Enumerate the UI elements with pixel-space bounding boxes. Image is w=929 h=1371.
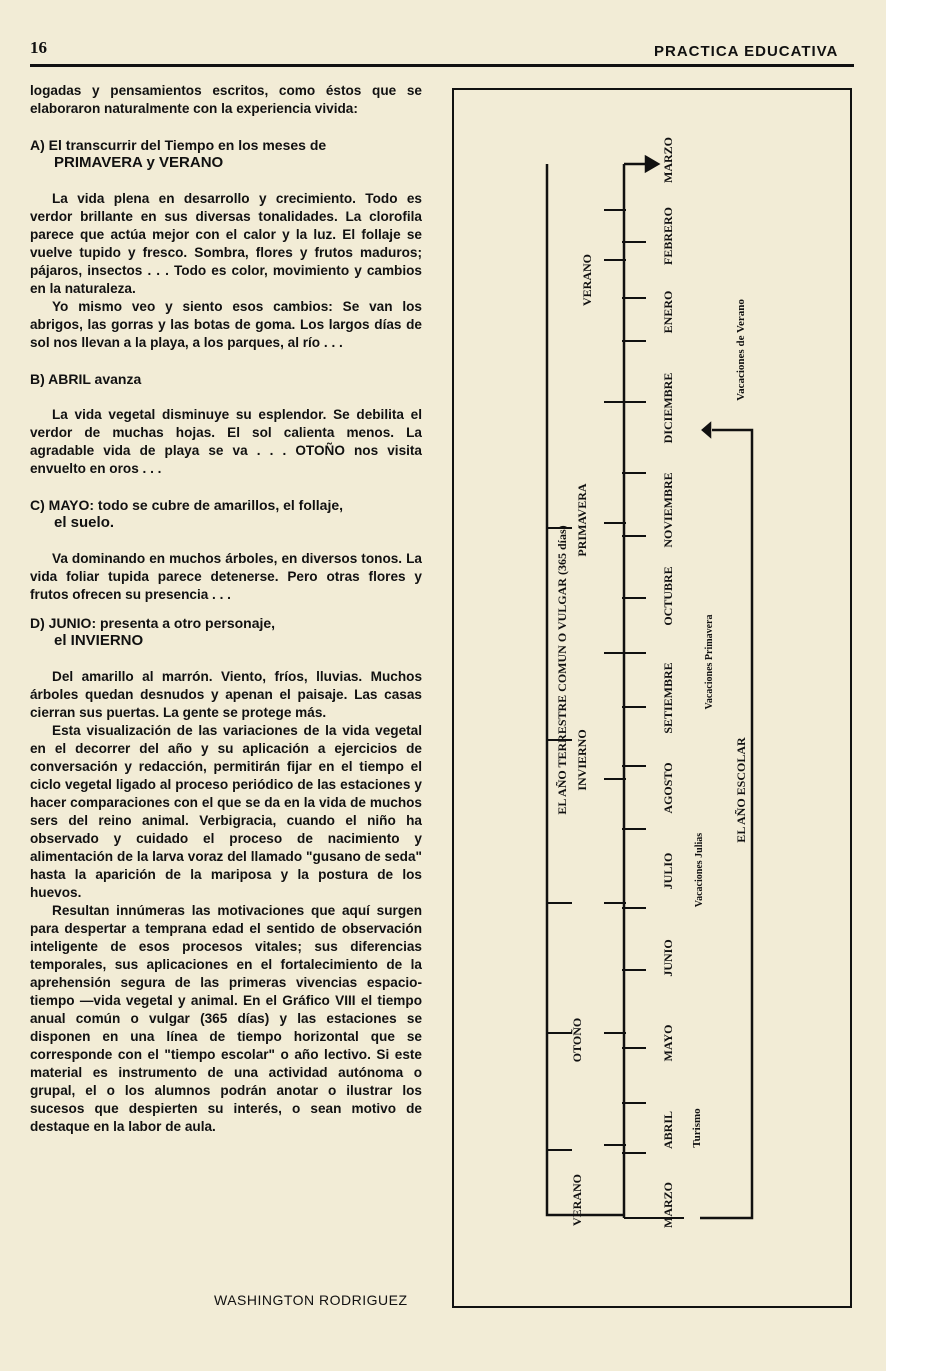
section-c-heading bbox=[30, 496, 422, 532]
header-rule bbox=[30, 64, 854, 67]
author-signature: WASHINGTON RODRIGUEZ bbox=[214, 1292, 408, 1308]
month-label-3: JUNIO bbox=[661, 939, 675, 977]
section-b-heading: B) ABRIL avanza bbox=[30, 371, 142, 387]
running-title: PRACTICA EDUCATIVA bbox=[654, 43, 839, 60]
section-a-subtitle: PRIMAVERA y VERANO bbox=[54, 154, 224, 171]
month-label-10: ENERO bbox=[661, 290, 675, 334]
month-label-12: MARZO bbox=[661, 137, 675, 183]
month-label-2: MAYO bbox=[661, 1024, 675, 1062]
school-arrow bbox=[703, 424, 710, 436]
month-label-6: SETIEMBRE bbox=[661, 662, 675, 734]
month-label-7: OCTUBRE bbox=[661, 566, 675, 626]
month-label-8: NOVIEMBRE bbox=[661, 472, 675, 548]
section-a-paragraph-2: Yo mismo veo y siento esos cambios: Se van los abrigos, las gorras y las botas de goma. Los largos días de sol nos llevan a la playa, a los parques, al río . . . bbox=[30, 299, 422, 350]
month-label-0: MARZO bbox=[661, 1182, 675, 1228]
article-column bbox=[30, 82, 422, 1136]
section-a-title: A) El transcurrir del Tiempo en los meses de bbox=[30, 137, 327, 153]
section-d-paragraph-3: Resultan innúmeras las motivaciones que aquí surgen para despertar a temprana edad el sentido de observación inteligente de esos procesos vitales; sus diferencias temporales, sus aplicaciones en el fortalecimiento de la aprehensión segura de las primeras vivencias espacio-tiempo —vida vegetal y animal. En el Gráfico VIII el tiempo anual común o vulgar (365 días) y las estaciones se disponen en una línea de tiempo horizontal que se corresponde con el "tiempo escolar" o año lectivo. Si este material es instrumento de una actividad autónoma o grupal, el o los alumnos podrán anotar o ilustrar los sucesos que despierten su interés, o sean motivo de destaque en la labor de aula. bbox=[30, 903, 422, 1134]
page-number: 16 bbox=[30, 38, 47, 57]
timeline-svg bbox=[454, 90, 854, 1310]
event-vacaciones-julias: Vacaciones Julias bbox=[694, 832, 705, 908]
timeline-labels bbox=[555, 137, 748, 1228]
month-label-11: FEBRERO bbox=[661, 206, 675, 266]
month-label-9: DICIEMBRE bbox=[661, 372, 675, 444]
intro-paragraph: logadas y pensamientos escritos, como éstos que se elaboraron naturalmente con la experiencia vivida: bbox=[30, 83, 422, 116]
timeline-diagram bbox=[452, 88, 852, 1308]
year-axis-arrow bbox=[646, 157, 658, 171]
section-d-heading bbox=[30, 614, 422, 650]
event-turismo: Turismo bbox=[691, 1108, 703, 1148]
section-d-subtitle: el INVIERNO bbox=[54, 632, 144, 649]
page-margin bbox=[886, 0, 929, 1371]
section-a-paragraph-1: La vida plena en desarrollo y crecimiento. Todo es verdor brillante en sus diversas tonalidades. La clorofila parece que actúa mejor con el calor y la luz. El follaje se vuelve tupido y fresco. Sombra, flores y frutos maduros; pájaros, insectos . . . Todo es color, movimiento y cambios en la naturaleza. bbox=[30, 191, 422, 296]
season-label-4: VERANO bbox=[580, 253, 594, 307]
section-a-heading bbox=[30, 136, 422, 172]
month-label-4: JULIO bbox=[661, 852, 675, 890]
month-label-5: AGOSTO bbox=[661, 762, 675, 814]
year-title: EL AÑO TERRESTRE COMUN O VULGAR (365 días) bbox=[555, 525, 569, 815]
season-label-0: VERANO bbox=[570, 1173, 584, 1227]
section-d-title: D) JUNIO: presenta a otro personaje, bbox=[30, 615, 276, 631]
section-b-paragraph-1: La vida vegetal disminuye su esplendor. Se debilita el verdor de muchas hojas. El sol calienta menos. La agradable vida de playa se va . . . OTOÑO nos visita envuelto en oros . . . bbox=[30, 407, 422, 476]
section-d-paragraph-1: Del amarillo al marrón. Viento, fríos, lluvias. Muchos árboles quedan desnudos y apenan el paisaje. Las casas cierran sus puertas. La gente se protege más. bbox=[30, 669, 422, 720]
season-label-3: PRIMAVERA bbox=[575, 483, 589, 557]
school-title: EL AÑO ESCOLAR bbox=[734, 737, 748, 843]
section-c-paragraph-1: Va dominando en muchos árboles, en diversos tonos. La vida foliar tupida parece detenerse. Pero otras flores y frutos ofrecen su presencia . . . bbox=[30, 551, 422, 602]
season-label-1: OTOÑO bbox=[570, 1017, 584, 1063]
section-c-title: C) MAYO: todo se cubre de amarillos, el follaje, bbox=[30, 497, 344, 513]
event-vacaciones-primavera: Vacaciones Primavera bbox=[704, 614, 715, 710]
section-c-subtitle: el suelo. bbox=[54, 514, 115, 531]
section-d-paragraph-2: Esta visualización de las variaciones de la vida vegetal en el decorrer del año y su aplicación a ejercicios de conversación y redacción, permitirán fijar en el tiempo el ciclo vegetal ligado al proceso periódico de las estaciones y hacer comparaciones con el que se da en la vida de muchos sers del reino animal. Verbigracia, cuando el niño ha observado y cuidado el proceso de nacimiento y alimentación de la larva voraz del llamado "gusano de seda" hasta la aparición de la mariposa y la postura de los huevos. bbox=[30, 723, 422, 900]
season-label-2: INVIERNO bbox=[575, 729, 589, 791]
month-label-1: ABRIL bbox=[661, 1110, 675, 1150]
event-vacaciones-verano: Vacaciones de Verano bbox=[735, 299, 747, 401]
